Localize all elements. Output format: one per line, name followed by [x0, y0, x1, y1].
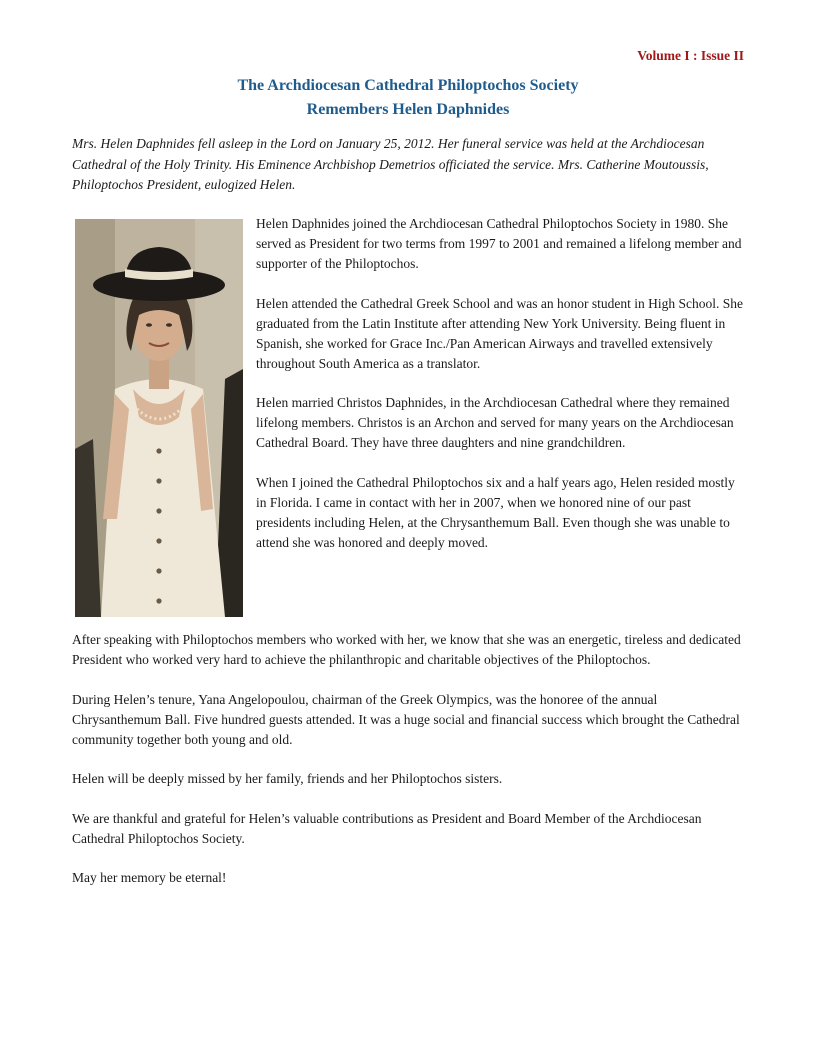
title-line-2: Remembers Helen Daphnides — [306, 101, 510, 118]
portrait-photo — [75, 219, 243, 617]
side-paragraph-4: When I joined the Cathedral Philoptochos six and a half years ago, Helen resided mostly in Florida. I came in contact with her in 2007, when we honored nine of our past presidents including Helen, at the Chrysanthemum Ball. Even though she was unable to attend she was honored and deeply moved. — [256, 474, 735, 550]
body-paragraph-2: During Helen’s tenure, Yana Angelopoulou, chairman of the Greek Olympics, was the honoree of the annual Chrysanthemum Ball. Five hundred guests attended. It was a huge social and financial success which brought the Cathedral community together both young and old. — [72, 691, 740, 747]
title-line-1: The Archdiocesan Cathedral Philoptochos Society — [237, 77, 579, 94]
body-paragraph-5: May her memory be eternal! — [72, 870, 227, 885]
body-text — [72, 630, 744, 908]
body-paragraph-3: Helen will be deeply missed by her family, friends and her Philoptochos sisters. — [72, 771, 503, 786]
body-paragraph-1: After speaking with Philoptochos members who worked with her, we know that she was an energetic, tireless and dedicated President who worked very hard to achieve the philanthropic and charitable objectives of the Philoptochos. — [72, 632, 741, 667]
body-paragraph-4: We are thankful and grateful for Helen’s valuable contributions as President and Board Member of the Archdiocesan Cathedral Philoptochos Society. — [72, 810, 702, 846]
side-paragraph-3: Helen married Christos Daphnides, in the Archdiocesan Cathedral where they remained lifelong members. Christos is an Archon and served for many years on the Archdiocesan Cathedral Board. They have three daughters and nine grandchildren. — [256, 395, 734, 450]
portrait-illustration — [75, 219, 243, 617]
side-text-column — [256, 214, 746, 572]
issue-label: Volume I : Issue II — [637, 48, 744, 63]
page-title — [0, 74, 816, 122]
lead-paragraph: Mrs. Helen Daphnides fell asleep in the Lord on January 25, 2012. Her funeral service was held at the Archdiocesan Cathedral of the Holy Trinity. His Eminence Archbishop Demetrios officiated the service. Mrs. Catherine Moutoussis, Philoptochos President, eulogized Helen. — [72, 136, 709, 192]
side-paragraph-1: Helen Daphnides joined the Archdiocesan Cathedral Philoptochos Society in 1980. She served as President for two terms from 1997 to 2001 and remained a lifelong member and supporter of the Philoptochos. — [256, 216, 742, 271]
side-paragraph-2: Helen attended the Cathedral Greek School and was an honor student in High School. She graduated from the Latin Institute after attending New York University. Being fluent in Spanish, she worked for Grace Inc./Pan American Airways and travelled extensively throughout South America as a translator. — [256, 295, 744, 371]
